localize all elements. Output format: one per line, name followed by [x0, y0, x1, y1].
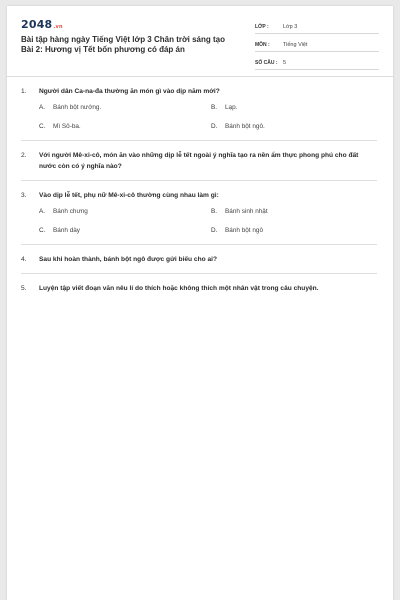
meta-class-value: Lớp 3	[283, 24, 298, 30]
meta-class-label: LỚP :	[255, 24, 269, 30]
header-divider	[7, 76, 393, 77]
site-logo[interactable]	[21, 18, 63, 31]
option-c[interactable]	[39, 226, 211, 236]
option-a[interactable]	[39, 207, 211, 217]
question-divider	[21, 180, 377, 181]
option-text: Mì Sô-ba.	[53, 123, 81, 130]
answer-options	[39, 103, 377, 132]
option-a[interactable]	[39, 103, 211, 113]
option-letter: D.	[211, 123, 218, 130]
meta-subject-label: MÔN :	[255, 42, 270, 48]
option-text: Bánh bột nướng.	[53, 104, 102, 111]
option-text: Bánh sinh nhật	[225, 208, 268, 215]
option-c[interactable]	[39, 122, 211, 132]
question-number: 2.	[21, 152, 27, 159]
option-letter: C.	[39, 123, 46, 130]
worksheet-meta	[255, 18, 379, 72]
logo-text: 2048	[21, 18, 53, 31]
question-text: Luyện tập viết đoạn văn nêu lí do thích hoặc không thích một nhân vật trong câu chuyện.	[39, 285, 319, 292]
meta-count-label: SỐ CÂU :	[255, 60, 278, 66]
option-text: Bánh dày	[53, 227, 81, 234]
question-number: 3.	[21, 192, 27, 199]
question-1	[21, 86, 377, 132]
question-divider	[21, 244, 377, 245]
question-5	[21, 283, 377, 294]
option-letter: A.	[39, 104, 46, 111]
option-b[interactable]	[211, 207, 383, 217]
question-text: Vào dịp lễ tết, phụ nữ Mê-xi-cô thường cùng nhau làm gì:	[39, 192, 219, 199]
question-text: Với người Mê-xi-cô, món ăn vào những dịp lễ tết ngoài ý nghĩa tạo ra nền ẩm thực phong phú cho đất nước còn có ý nghĩa nào?	[39, 152, 359, 170]
option-b[interactable]	[211, 103, 383, 113]
option-text: Lạp.	[225, 104, 238, 111]
question-4	[21, 254, 377, 265]
question-number: 5.	[21, 285, 27, 292]
option-letter: B.	[211, 208, 218, 215]
question-divider	[21, 273, 377, 274]
option-text: Bánh bột ngô.	[225, 123, 265, 130]
option-text: Bánh bột ngô	[225, 227, 264, 234]
meta-subject-row	[255, 36, 379, 52]
meta-count-value: 5	[283, 60, 287, 66]
question-text: Người dân Ca-na-đa thường ăn món gì vào dịp năm mới?	[39, 88, 220, 95]
meta-count-row	[255, 54, 379, 70]
option-letter: D.	[211, 227, 218, 234]
worksheet-header	[7, 6, 393, 76]
question-number: 4.	[21, 256, 27, 263]
worksheet-title: Bài tập hàng ngày Tiếng Việt lớp 3 Chân trời sáng tạo Bài 2: Hương vị Tết bốn phương có đáp án	[21, 35, 225, 54]
answer-options	[39, 207, 377, 236]
option-letter: A.	[39, 208, 46, 215]
option-letter: C.	[39, 227, 46, 234]
option-letter: B.	[211, 104, 218, 111]
question-2	[21, 150, 377, 172]
option-d[interactable]	[211, 226, 383, 236]
option-text: Bánh chưng	[53, 208, 88, 215]
worksheet-page	[7, 6, 393, 600]
question-3	[21, 190, 377, 236]
option-d[interactable]	[211, 122, 383, 132]
question-text: Sau khi hoàn thành, bánh bột ngô được gửi biếu cho ai?	[39, 256, 217, 263]
question-divider	[21, 140, 377, 141]
meta-subject-value: Tiếng Việt	[283, 42, 308, 48]
question-list	[21, 86, 377, 294]
logo-suffix: .vn	[53, 24, 63, 30]
question-number: 1.	[21, 88, 27, 95]
meta-class-row	[255, 18, 379, 34]
